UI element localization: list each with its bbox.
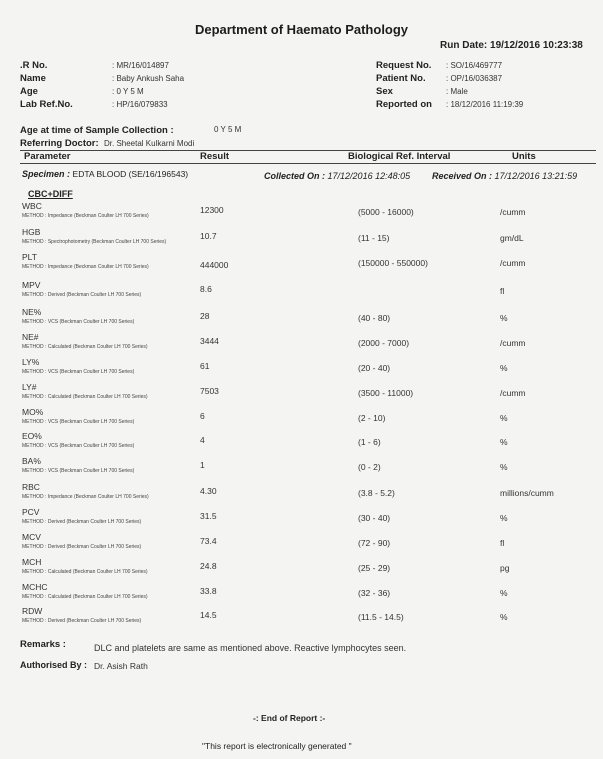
test-result: 33.8 xyxy=(200,586,217,596)
test-result: 7503 xyxy=(200,386,219,396)
collected-on-value: 17/12/2016 12:48:05 xyxy=(327,171,411,181)
test-result: 6 xyxy=(200,411,205,421)
test-result: 14.5 xyxy=(200,610,217,620)
run-date-label: Run Date: xyxy=(440,40,488,51)
test-ref-interval: (3.8 - 5.2) xyxy=(358,488,395,498)
test-result: 24.8 xyxy=(200,561,217,571)
test-name: NE% xyxy=(22,307,42,317)
test-name: PLT xyxy=(22,252,37,262)
test-unit: /cumm xyxy=(500,388,526,398)
received-on-label: Received On : xyxy=(432,171,493,181)
test-unit: % xyxy=(500,413,508,423)
test-method: METHOD : VCS (Beckman Coulter LH 700 Series) xyxy=(22,319,135,325)
report-title: Department of Haemato Pathology xyxy=(194,22,409,37)
test-result: 444000 xyxy=(200,260,229,270)
test-method: METHOD : VCS (Beckman Coulter LH 700 Series) xyxy=(22,468,135,474)
test-name: RDW xyxy=(22,606,43,616)
test-result: 12300 xyxy=(200,205,224,215)
test-name: NE# xyxy=(22,332,39,342)
test-ref-interval: (3500 - 11000) xyxy=(358,388,414,398)
test-method: METHOD : Calculated (Beckman Coulter LH 700 Series) xyxy=(22,569,148,575)
age-label: Age xyxy=(20,86,38,97)
patient-no-value: : OP/16/036387 xyxy=(446,74,503,83)
specimen xyxy=(22,169,188,179)
name-value: : Baby Ankush Saha xyxy=(112,74,185,83)
test-method: METHOD : Calculated (Beckman Coulter LH 700 Series) xyxy=(22,594,148,600)
test-method: METHOD : Derived (Beckman Coulter LH 700 Series) xyxy=(22,544,142,550)
test-ref-interval: (1 - 6) xyxy=(358,437,381,447)
end-of-report: -: End of Report :- xyxy=(253,713,326,723)
test-result: 31.5 xyxy=(200,511,217,521)
test-unit: % xyxy=(500,363,508,373)
run-date xyxy=(440,40,583,51)
test-unit: millions/cumm xyxy=(500,488,554,498)
test-ref-interval: (20 - 40) xyxy=(358,363,391,373)
test-ref-interval: (25 - 29) xyxy=(358,563,391,573)
test-name: MPV xyxy=(22,280,41,290)
collection-age-value: 0 Y 5 M xyxy=(214,125,242,134)
test-unit: % xyxy=(500,513,508,523)
run-date-value: 19/12/2016 10:23:38 xyxy=(490,40,583,51)
specimen-label: Specimen : xyxy=(22,169,71,179)
test-method: METHOD : Derived (Beckman Coulter LH 700 Series) xyxy=(22,292,142,298)
test-ref-interval: (2000 - 7000) xyxy=(358,338,410,348)
test-result: 73.4 xyxy=(200,536,217,546)
sex-label: Sex xyxy=(376,86,393,97)
lab-ref-label: Lab Ref.No. xyxy=(20,99,73,110)
mr-no-label: .R No. xyxy=(20,60,48,71)
remarks-label: Remarks : xyxy=(20,639,66,650)
test-method: METHOD : Impedance (Beckman Coulter LH 700 Series) xyxy=(22,264,149,270)
name-label: Name xyxy=(20,73,46,84)
test-name: MCHC xyxy=(22,582,48,592)
test-result: 28 xyxy=(200,311,210,321)
column-ref-interval: Biological Ref. Interval xyxy=(348,151,451,162)
header-rule-bottom xyxy=(20,163,596,164)
test-ref-interval: (11 - 15) xyxy=(358,233,390,243)
column-parameter: Parameter xyxy=(24,151,71,162)
test-method: METHOD : VCS (Beckman Coulter LH 700 Series) xyxy=(22,369,135,375)
test-name: RBC xyxy=(22,482,40,492)
column-result: Result xyxy=(200,151,230,162)
test-result: 3444 xyxy=(200,336,219,346)
referring-doctor-value: Dr. Sheetal Kulkarni Modi xyxy=(104,139,195,148)
reported-on-value: : 18/12/2016 11:19:39 xyxy=(446,100,524,109)
test-unit: fl xyxy=(500,538,505,548)
test-method: METHOD : Impedance (Beckman Coulter LH 700 Series) xyxy=(22,213,149,219)
test-unit: /cumm xyxy=(500,207,526,217)
test-name: WBC xyxy=(22,201,42,211)
test-unit: gm/dL xyxy=(500,233,524,243)
referring-doctor-label: Referring Doctor: xyxy=(20,138,99,149)
test-name: MCV xyxy=(22,532,41,542)
test-ref-interval: (30 - 40) xyxy=(358,513,391,523)
test-name: MCH xyxy=(22,557,42,567)
test-method: METHOD : Calculated (Beckman Coulter LH 700 Series) xyxy=(22,344,148,350)
test-method: METHOD : Calculated (Beckman Coulter LH 700 Series) xyxy=(22,394,148,400)
request-no-label: Request No. xyxy=(376,60,432,71)
collected-on xyxy=(264,171,410,181)
reported-on-label: Reported on xyxy=(376,99,432,110)
test-name: PCV xyxy=(22,507,40,517)
specimen-value: EDTA BLOOD (SE/16/196543) xyxy=(72,169,189,179)
lab-ref-value: : HP/16/079833 xyxy=(112,100,168,109)
mr-no-value: : MR/16/014897 xyxy=(112,61,169,70)
test-unit: % xyxy=(500,313,508,323)
test-method: METHOD : Impedance (Beckman Coulter LH 700 Series) xyxy=(22,494,149,500)
collected-on-label: Collected On : xyxy=(264,171,326,181)
test-unit: /cumm xyxy=(500,338,526,348)
test-name: LY% xyxy=(22,357,40,367)
test-name: HGB xyxy=(22,227,41,237)
test-method: METHOD : VCS (Beckman Coulter LH 700 Series) xyxy=(22,443,135,449)
received-on xyxy=(432,171,577,181)
test-name: LY# xyxy=(22,382,37,392)
test-result: 61 xyxy=(200,361,210,371)
test-result: 10.7 xyxy=(200,231,217,241)
test-ref-interval: (2 - 10) xyxy=(358,413,386,423)
test-result: 4.30 xyxy=(200,486,217,496)
patient-no-label: Patient No. xyxy=(376,73,426,84)
test-unit: fl xyxy=(500,286,505,296)
test-ref-interval: (11.5 - 14.5) xyxy=(358,612,404,622)
column-units: Units xyxy=(512,151,536,162)
test-ref-interval: (150000 - 550000) xyxy=(358,258,428,268)
request-no-value: : SO/16/469777 xyxy=(446,61,503,70)
test-unit: % xyxy=(500,612,508,622)
test-unit: /cumm xyxy=(500,258,526,268)
test-name: EO% xyxy=(22,431,42,441)
test-unit: % xyxy=(500,588,508,598)
test-ref-interval: (0 - 2) xyxy=(358,462,381,472)
test-ref-interval: (5000 - 16000) xyxy=(358,207,414,217)
age-value: : 0 Y 5 M xyxy=(112,87,144,96)
test-ref-interval: (40 - 80) xyxy=(358,313,391,323)
section-title: CBC+DIFF xyxy=(28,189,73,199)
test-ref-interval: (72 - 90) xyxy=(358,538,391,548)
collection-age-label: Age at time of Sample Collection : xyxy=(20,125,174,136)
test-result: 8.6 xyxy=(200,284,212,294)
test-unit: % xyxy=(500,437,508,447)
test-unit: % xyxy=(500,462,508,472)
test-result: 1 xyxy=(200,460,205,470)
authorised-value: Dr. Asish Rath xyxy=(94,661,148,671)
test-unit: pg xyxy=(500,563,510,573)
electronic-note: "This report is electronically generated " xyxy=(202,741,352,751)
remarks-text: DLC and platelets are same as mentioned above. Reactive lymphocytes seen. xyxy=(94,643,407,653)
received-on-value: 17/12/2016 13:21:59 xyxy=(494,171,578,181)
test-method: METHOD : VCS (Beckman Coulter LH 700 Series) xyxy=(22,419,135,425)
test-name: MO% xyxy=(22,407,44,417)
test-name: BA% xyxy=(22,456,41,466)
test-method: METHOD : Derived (Beckman Coulter LH 700 Series) xyxy=(22,618,142,624)
test-method: METHOD : Spectrophotometry (Beckman Coulter LH 700 Series) xyxy=(22,239,167,245)
test-ref-interval: (32 - 36) xyxy=(358,588,391,598)
test-result: 4 xyxy=(200,435,205,445)
test-method: METHOD : Derived (Beckman Coulter LH 700 Series) xyxy=(22,519,142,525)
authorised-label: Authorised By : xyxy=(20,660,88,670)
sex-value: : Male xyxy=(446,87,468,96)
header-rule-top xyxy=(20,150,596,151)
